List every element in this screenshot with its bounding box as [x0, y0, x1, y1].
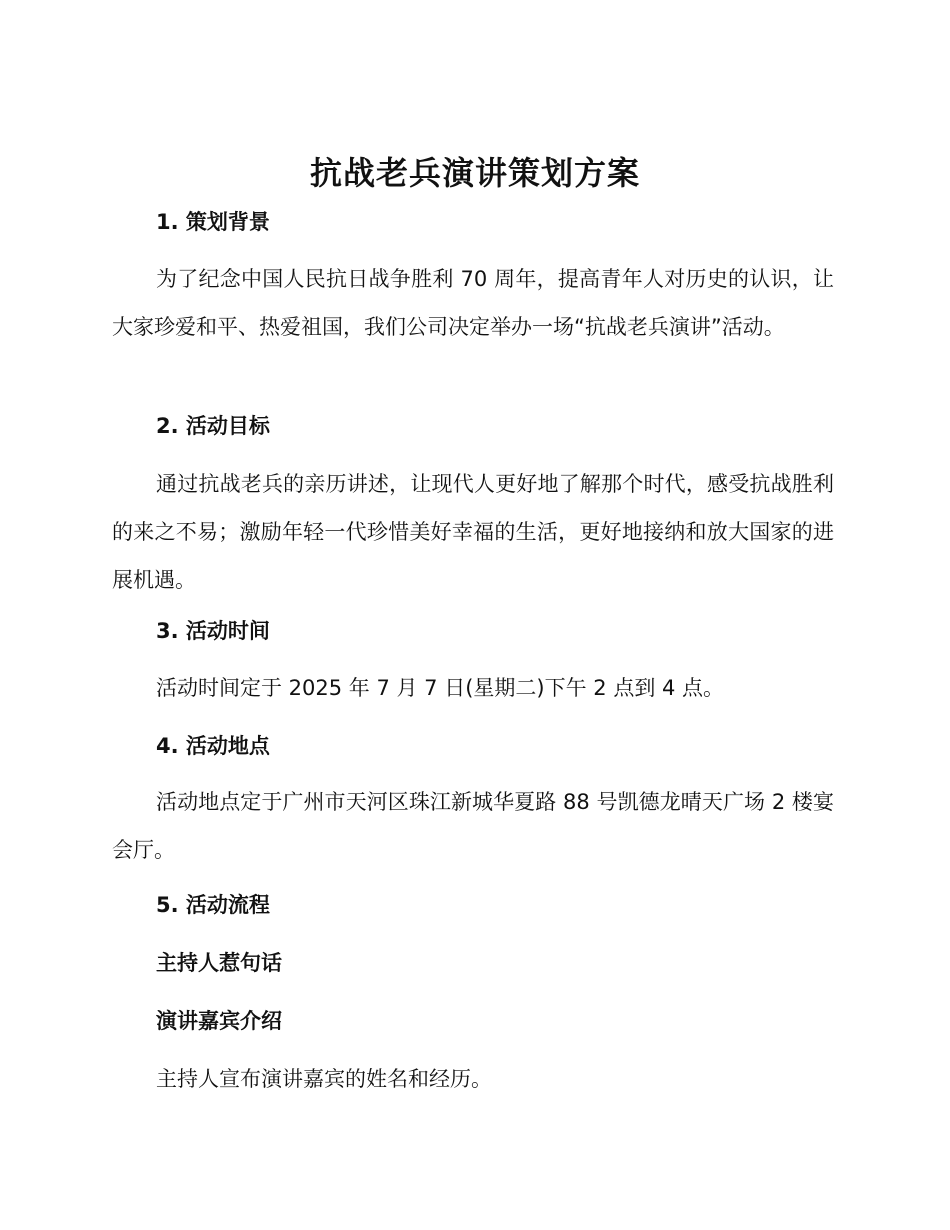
- section-heading-time: 3. 活动时间: [156, 619, 270, 643]
- flow-step-body-guest-intro: 主持人宣布演讲嘉宾的姓名和经历。: [156, 1067, 492, 1091]
- flow-step-heading-guest-intro: 演讲嘉宾介绍: [156, 1009, 282, 1033]
- section-body-goals: 通过抗战老兵的亲历讲述，让现代人更好地了解那个时代，感受抗战胜利的来之不易；激励年轻一代珍惜美好幸福的生活，更好地接纳和放大国家的进展机遇。: [112, 472, 834, 592]
- section-heading-goals: 2. 活动目标: [156, 414, 270, 438]
- section-heading-location: 4. 活动地点: [156, 734, 270, 758]
- section-heading-process: 5. 活动流程: [156, 893, 270, 917]
- section-body-background: 为了纪念中国人民抗日战争胜利 70 周年，提高青年人对历史的认识，让大家珍爱和平、热爱祖国，我们公司决定举办一场“抗战老兵演讲”活动。: [112, 267, 834, 339]
- document-title: 抗战老兵演讲策划方案: [309, 154, 640, 192]
- section-body-time: 活动时间定于 2025 年 7 月 7 日(星期二)下午 2 点到 4 点。: [156, 676, 725, 700]
- section-heading-background: 1. 策划背景: [156, 210, 270, 234]
- flow-step-heading-host: 主持人惹句话: [156, 951, 282, 975]
- section-body-location: 活动地点定于广州市天河区珠江新城华夏路 88 号凯德龙晴天广场 2 楼宴会厅。: [112, 790, 834, 862]
